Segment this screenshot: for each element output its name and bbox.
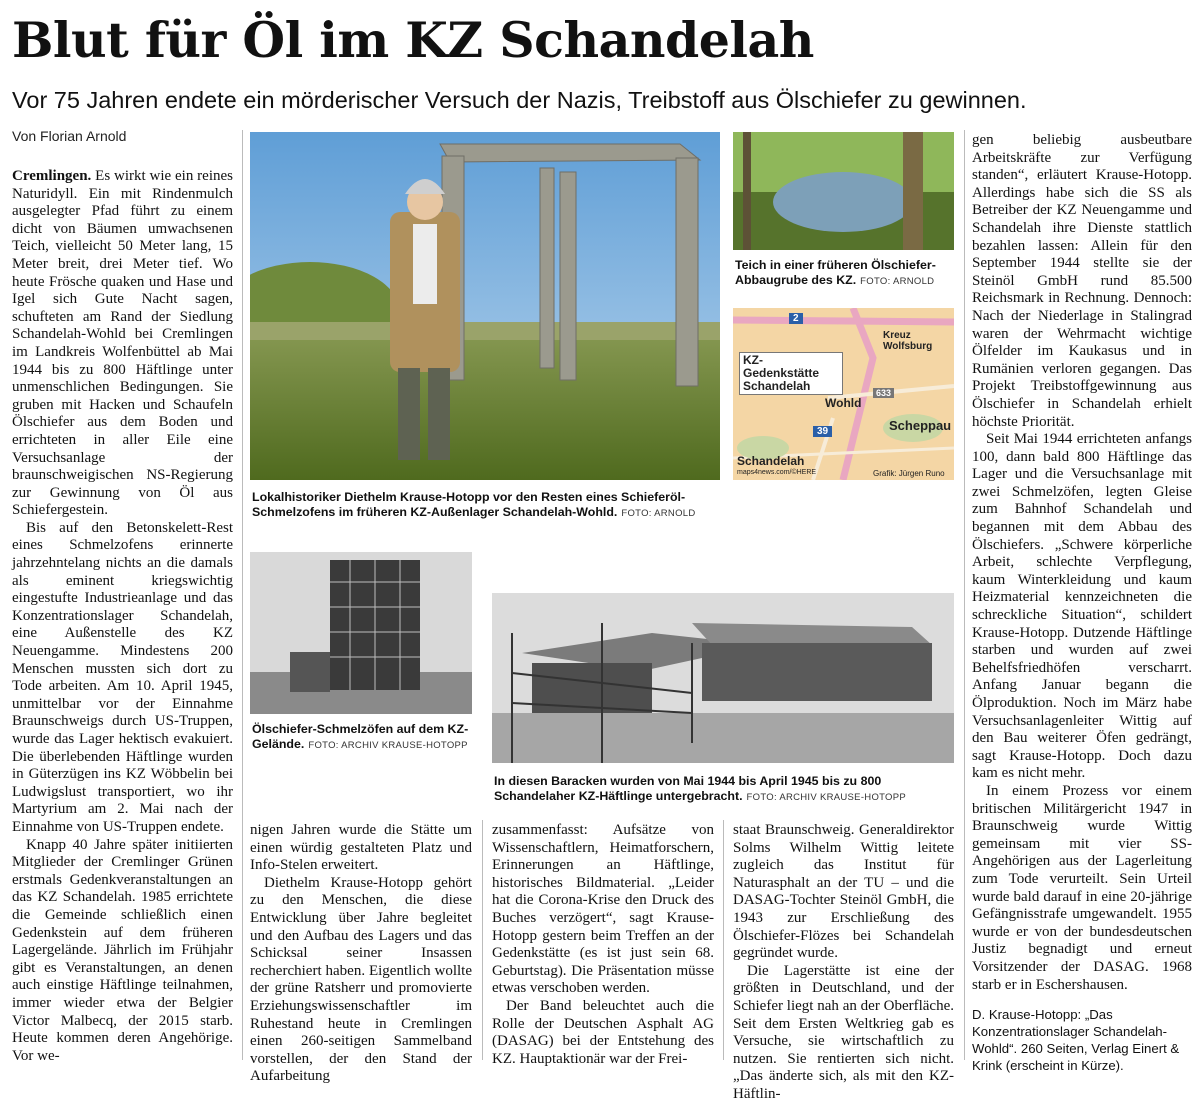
column-rule	[242, 130, 243, 1060]
main-photo-caption	[252, 490, 718, 521]
barracks-photo	[492, 593, 954, 763]
column-rule	[723, 820, 724, 1060]
caption-text: Lokalhistoriker Diethelm Krause-Hotopp vor den Resten eines Schieferöl-Schmelzofens im früheren KZ-Außenlager Schandelah-Wohld.	[252, 490, 686, 519]
barracks-image	[492, 593, 954, 763]
caption-text: Teich in einer früheren Ölschiefer-Abbaugrube des KZ.	[735, 258, 936, 287]
paragraph: In einem Prozess vor einem britischen Militärgericht 1947 in Braunschweig wurde Wittig gemeinsam mit vier SS-Angehörigen aus der Lagerleitung zum Tode verurteilt. Sein Urteil wurde bald darauf in eine 20-jährige Gefängnisstrafe umgewandelt. 1955 wurde er von der bundesdeutschen Justiz begnadigt und erneut Vorsitzender der DASAG. 1968 starb er in Eschershausen.	[972, 782, 1192, 993]
paragraph: Seit Mai 1944 errichteten anfangs 100, dann bald 800 Häftlinge das Lager und die Versuchsanlage mit zwei Schmelzöfen, legten Gleise zum Bahnhof Schandelah und begannen mit dem Abbau des Ölschiefers. „Schwere körperliche Arbeit, schlechte Verpflegung, kaum Winterkleidung und kaum Heizmaterial kennzeichneten die schreckliche Situation“, schildert Krause-Hotopp. Dutzende Häftlinge starben und wurden auf zwei Behelfsfriedhöfen verscharrt. Anfang Januar begann die Ölproduktion. Noch im März habe Versuchsanlagenleiter Wittig auf den Bau weiterer Öfen gedrängt, sagt Krause-Hotopp. Doch dazu kam es nicht mehr.	[972, 431, 1192, 782]
column-rule	[964, 130, 965, 1060]
furnace-image	[250, 552, 472, 714]
pond-photo	[733, 132, 954, 250]
paragraph: Knapp 40 Jahre später initiierten Mitglieder der Cremlinger Grünen erstmals Gedenkveranstaltungen an das KZ Schandelah. 1985 errichtete die Gemeinde schließlich einen Gedenkstein auf dem früheren Lagergelände. Jährlich im Frühjahr gibt es Veranstaltungen, an denen auch einstige Häftlinge teilnahmen, immer wieder etwa der Belgier Victor Malbecq, der 2015 starb. Heute kommen deren Angehörige. Vor we-	[12, 836, 233, 1064]
paragraph: Bis auf den Betonskelett-Rest eines Schmelzofens erinnerte jahrzehntelang nichts an die damals als eminent kriegswichtig eingestufte Industrieanlage und das Konzentrationslager Schandelah, eine Außenstelle des KZ Neuengamme. Mindestens 200 Menschen mussten sich dort zu Tode arbeiten. Am 10. April 1945, unmittelbar vor der Einnahme Braunschweigs durch US-Truppen, wurde das Lager hektisch evakuiert. Die überlebenden Häftlinge wurden in Güterzügen ins KZ Wöbbelin bei Ludwigslust transportiert, wo ihr Martyrium am 2. Mai nach der Einnahme von US-Truppen endete.	[12, 519, 233, 835]
article-column-5	[972, 132, 1192, 1074]
paragraph: gen beliebig ausbeutbare Arbeitskräfte zur Verfügung standen“, erläutert Krause-Hotopp. Allerdings habe sich die SS als Betreiber der KZ Neuengamme und Schandelah ihre Dienste stattlich bezahlen lassen: Allein für den September 1944 stellte sie der Steinöl GmbH rund 85.500 Reichsmark in Rechnung. Dennoch: Nach der Niederlage in Stalingrad waren der Wehrmacht wichtige Ölfelder im Kaukasus und in Rumänien verloren gegangen. Das Projekt Treibstoffgewinnung aus Ölschiefer in Schandelah erhielt höchste Priorität.	[972, 132, 1192, 430]
paragraph: nigen Jahren wurde die Stätte um einen würdig gestalteten Platz und Info-Stelen erweitert.	[250, 822, 472, 874]
article-column-3	[492, 822, 714, 1068]
subheadline: Vor 75 Jahren endete ein mörderischer Versuch der Nazis, Treibstoff aus Ölschiefer zu gewinnen.	[12, 87, 1027, 113]
place-wohld: Wohld	[825, 396, 862, 410]
place-scheppau: Scheppau	[889, 418, 952, 433]
pond-image	[733, 132, 954, 250]
furnace-photo	[250, 552, 472, 714]
photo-credit: FOTO: ARNOLD	[860, 276, 935, 287]
road-39-label: 39	[813, 426, 832, 437]
paragraph: Der Band beleuchtet auch die Rolle der Deutschen Asphalt AG (DASAG) bei der Entstehung des KZ. Hauptaktionär war der Frei-	[492, 997, 714, 1067]
article-column-1	[12, 168, 233, 1065]
furnace-photo-caption	[252, 722, 472, 753]
place-schandelah: Schandelah	[737, 454, 805, 468]
map-graphic-credit: Grafik: Jürgen Runo	[873, 469, 945, 478]
column-rule	[482, 820, 483, 1060]
article-column-4	[733, 822, 954, 1104]
byline: Von Florian Arnold	[12, 128, 127, 144]
paragraph: staat Braunschweig. Generaldirektor Solms Wilhelm Wittig leitete zugleich das Institut für Naturasphalt an der TU – und die DASAG-Tochter Steinöl GmbH, die 1943 zur Erschließung des Ölschiefer-Flözes bei Schandelah gegründet wurde.	[733, 822, 954, 962]
junction-label: Kreuz Wolfsburg	[883, 330, 933, 352]
headline: Blut für Öl im KZ Schandelah	[12, 11, 814, 69]
photo-credit: FOTO: ARNOLD	[621, 508, 696, 519]
man-at-concrete-ruin-image	[250, 132, 720, 480]
paragraph: Diethelm Krause-Hotopp gehört zu den Menschen, die diese Entwicklung über Jahre begleitet und den Aufbau des Lagers und das Schicksal seiner Insassen recherchiert haben. Eigentlich wollte der grüne Ratsherr und promovierte Erziehungswissenschaftler im Ruhestand heute in Cremlingen einen 260-seitigen Sammelband vorstellen, der den Stand der Aufarbeitung	[250, 874, 472, 1085]
paragraph	[12, 168, 233, 520]
photo-credit: FOTO: ARCHIV KRAUSE-HOTOPP	[308, 740, 468, 751]
dateline: Cremlingen.	[12, 168, 92, 184]
paragraph: zusammenfasst: Aufsätze von Wissenschaftlern, Heimatforschern, Erinnerungen an Häftlinge, historisches Bildmaterial. „Leider hat die Corona-Krise den Druck des Buches verzögert“, sagt Krause-Hotopp gestern beim Treffen an der Gedenkstätte (es ist just sein 68. Geburtstag). Die Präsentation müsse etwas verschoben werden.	[492, 822, 714, 997]
article-column-2	[250, 822, 472, 1086]
memorial-label: KZ-Gedenkstätte Schandelah	[739, 352, 843, 395]
caption-text: Ölschiefer-Schmelzöfen auf dem KZ-Gelände.	[252, 722, 469, 751]
photo-credit: FOTO: ARCHIV KRAUSE-HOTOPP	[746, 792, 907, 803]
map-source: maps4news.com/©HERE	[737, 469, 817, 476]
road-2-label: 2	[789, 313, 803, 324]
paragraph-text: Es wirkt wie ein reines Naturidyll. Ein mit Rindenmulch ausgelegter Pfad führt zu einem dicht von Bäumen umwachsenen Teich, vielleicht 50 Meter lang, 15 Meter breit, drei Meter tief. Wo heute Frösche quaken und Hase und Igel sich Gute Nacht sagen, schufteten am Rand der Siedlung Schandelah-Wohld bei Cremlingen im Landkreis Wolfenbüttel ab Mai 1944 bis zu 800 Häftlinge unter unmenschlichen Bedingungen. Sie gruben mit Hacken und Schaufeln Ölschiefer aus dem Boden und errichteten in aller Eile eine Versuchsanlage der braunschweigischen NS-Regierung zur Gewinnung von Öl aus Schiefergestein.	[12, 168, 233, 519]
caption-text: In diesen Baracken wurden von Mai 1944 bis April 1945 bis zu 800 Schandelaher KZ-Häftlinge untergebracht.	[494, 774, 882, 803]
paragraph: Die Lagerstätte ist eine der größten in Deutschland, und der Schiefer liegt nah an der Oberfläche. Seit dem Ersten Weltkrieg gab es Versuche, sie wirtschaftlich zu nutzen. Sie rentierten sich nicht. „Das änderte sich, als mit den KZ-Häftlin-	[733, 962, 954, 1102]
book-reference: D. Krause-Hotopp: „Das Konzentrationslager Schandelah-Wohld“. 260 Seiten, Verlag Einert & Krink (erscheint in Kürze).	[972, 1007, 1180, 1074]
barracks-photo-caption	[494, 774, 954, 805]
pond-photo-caption	[735, 258, 955, 289]
main-photo	[250, 132, 720, 480]
road-633-label: 633	[873, 388, 894, 398]
location-map	[733, 308, 954, 480]
